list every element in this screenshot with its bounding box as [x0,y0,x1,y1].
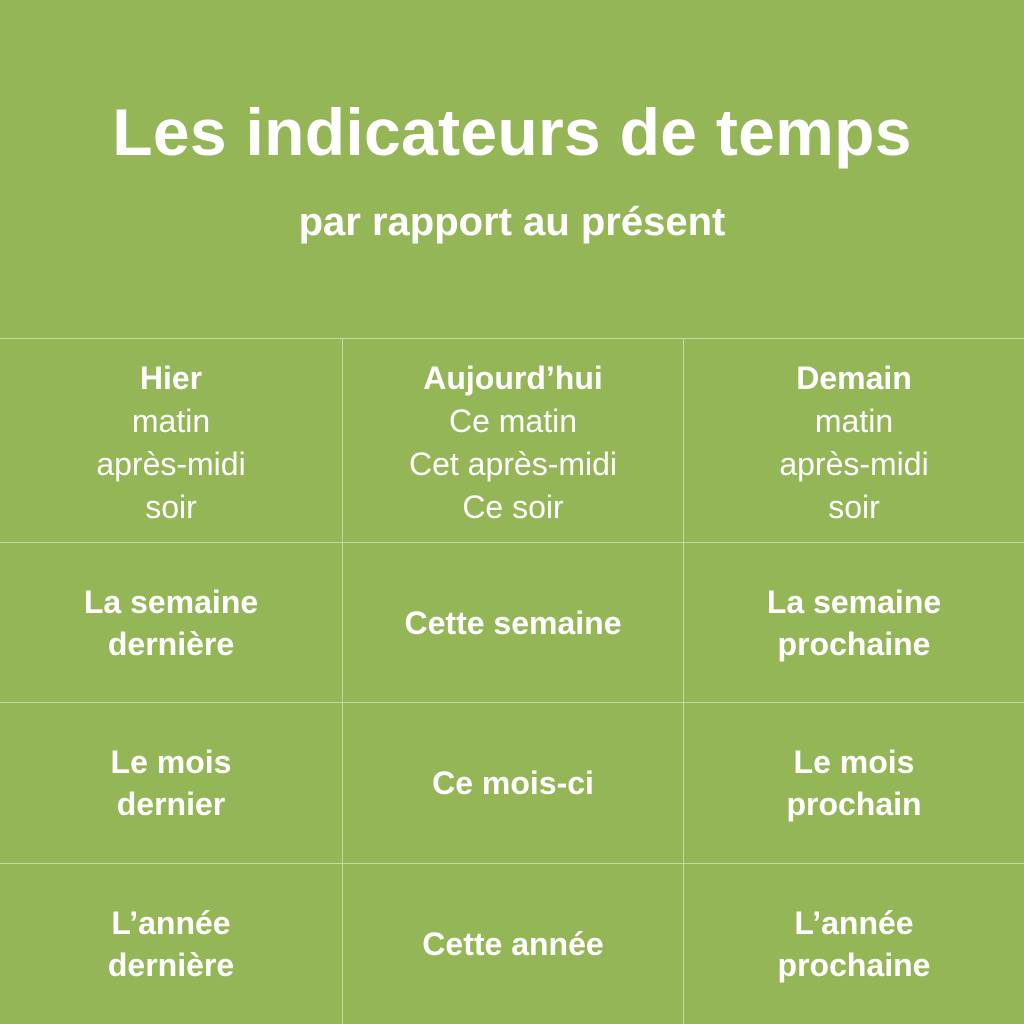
cell-cette-semaine [342,542,683,702]
cell-mois-dernier [0,702,342,863]
cell-cette-annee [342,863,683,1024]
cell-line: Cette semaine [404,604,622,641]
header [0,0,1024,338]
cell-line: La semaine [766,583,942,620]
cell-aujourdhui [342,338,683,542]
cell-hier [0,338,342,542]
cell-item: Ce matin [448,403,578,439]
cell-line: prochaine [777,625,931,662]
cell-mois-prochain [683,702,1024,863]
cell-line: prochain [786,786,922,822]
cell-item: soir [828,489,880,525]
time-indicators-grid [0,338,1024,1024]
cell-line: dernière [107,625,235,662]
cell-line: dernier [116,786,226,822]
cell-line: Le mois [793,744,915,780]
cell-item: matin [814,403,894,439]
cell-annee-derniere [0,863,342,1024]
cell-item: Ce soir [462,489,564,525]
page-title: Les indicateurs de temps [112,95,912,169]
cell-semaine-derniere [0,542,342,702]
cell-line: Ce mois-ci [432,765,594,801]
cell-item: après-midi [779,446,929,482]
cell-annee-prochaine [683,863,1024,1024]
cell-item: soir [145,489,197,525]
cell-line: Cette année [422,926,604,962]
cell-heading: Demain [796,360,912,396]
cell-semaine-prochaine [683,542,1024,702]
cell-item: Cet après-midi [408,446,618,482]
page-subtitle: par rapport au présent [298,200,726,244]
cell-heading: Aujourd’hui [423,360,603,396]
cell-line: Le mois [110,744,232,780]
cell-heading: Hier [139,360,203,396]
cell-line: L’année [111,905,231,941]
cell-ce-mois-ci [342,702,683,863]
cell-line: prochaine [777,947,931,983]
cell-line: L’année [794,905,914,941]
cell-item: après-midi [96,446,246,482]
cell-demain [683,338,1024,542]
cell-line: La semaine [83,583,259,620]
cell-line: dernière [107,947,235,983]
cell-item: matin [131,403,211,439]
